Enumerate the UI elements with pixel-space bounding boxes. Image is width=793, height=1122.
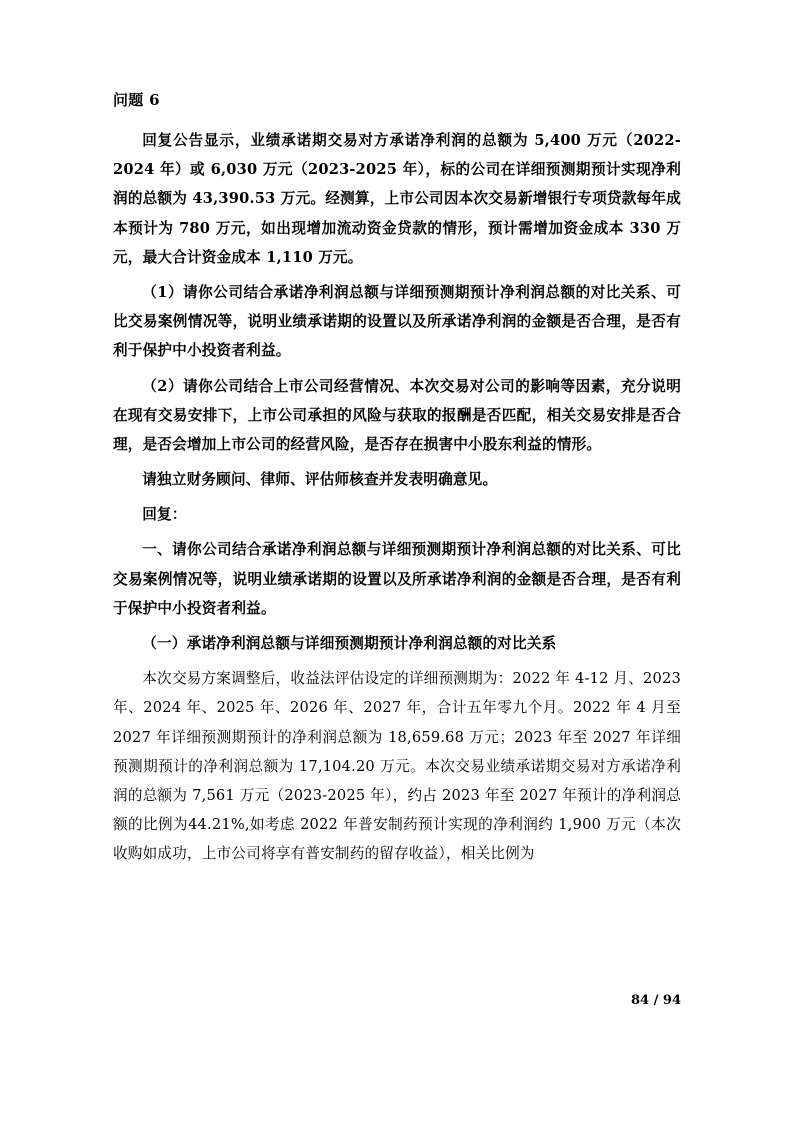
paragraph-body-1: 本次交易方案调整后，收益法评估设定的详细预测期为：2022 年 4-12 月、2023 年、2024 年、2025 年、2026 年、2027 年，合计五年零九个月。2022 年 4 月至 2027 年详细预测期预计的净利润总额为 18,659.68 万元；2023 年至 2027 年详细预测期预计的净利润总额为 17,104.20 万元。本次交易业绩承诺期交易对方承诺净利润的总额为 7,561 万元（2023-2025 年），约占 2023 年至 2027 年预计的净利润总额的比例为44.21%,如考虑 2022 年普安制药预计实现的净利润约 1,900 万元（本次收购如成功，上市公司将享有普安制药的留存收益），相关比例为 [113,670,681,863]
paragraph-section-one: 一、请你公司结合承诺净利润总额与详细预测期预计净利润总额的对比关系、可比交易案例情况等，说明业绩承诺期的设置以及所承诺净利润的金额是否合理，是否有利于保护中小投资者利益。 [113,541,681,617]
paragraph-question-2: （2）请你公司结合上市公司经营情况、本次交易对公司的影响等因素，充分说明在现有交易安排下，上市公司承担的风险与获取的报酬是否匹配，相关交易安排是否合理，是否会增加上市公司的经营风险，是否存在损害中小股东利益的情形。 [113,377,681,453]
paragraph-intro: 回复公告显示，业绩承诺期交易对方承诺净利润的总额为 5,400 万元（2022-2024 年）或 6,030 万元（2023-2025 年），标的公司在详细预测期预计实现净利润的总额为 43,390.53 万元。经测算，上市公司因本次交易新增银行专项贷款每年成本预计为 780 万元，如出现增加流动资金贷款的情形，预计需增加资金成本 330 万元，最大合计资金成本 1,110 万元。 [113,132,681,266]
paragraph-question-1: （1）请你公司结合承诺净利润总额与详细预测期预计净利润总额的对比关系、可比交易案例情况等，说明业绩承诺期的设置以及所承诺净利润的金额是否合理，是否有利于保护中小投资者利益。 [113,283,681,360]
paragraph-subsection-one: （一）承诺净利润总额与详细预测期预计净利润总额的对比关系 [142,635,557,652]
paragraph-reply-label: 回复： [142,506,187,524]
document-content [113,88,681,875]
page-number: 84 / 94 [631,993,681,1008]
paragraph-opinion-request: 请独立财务顾问、律师、评估师核查并发表明确意见。 [142,471,498,489]
section-heading [113,88,681,112]
heading-text: 问题 6 [113,91,160,109]
